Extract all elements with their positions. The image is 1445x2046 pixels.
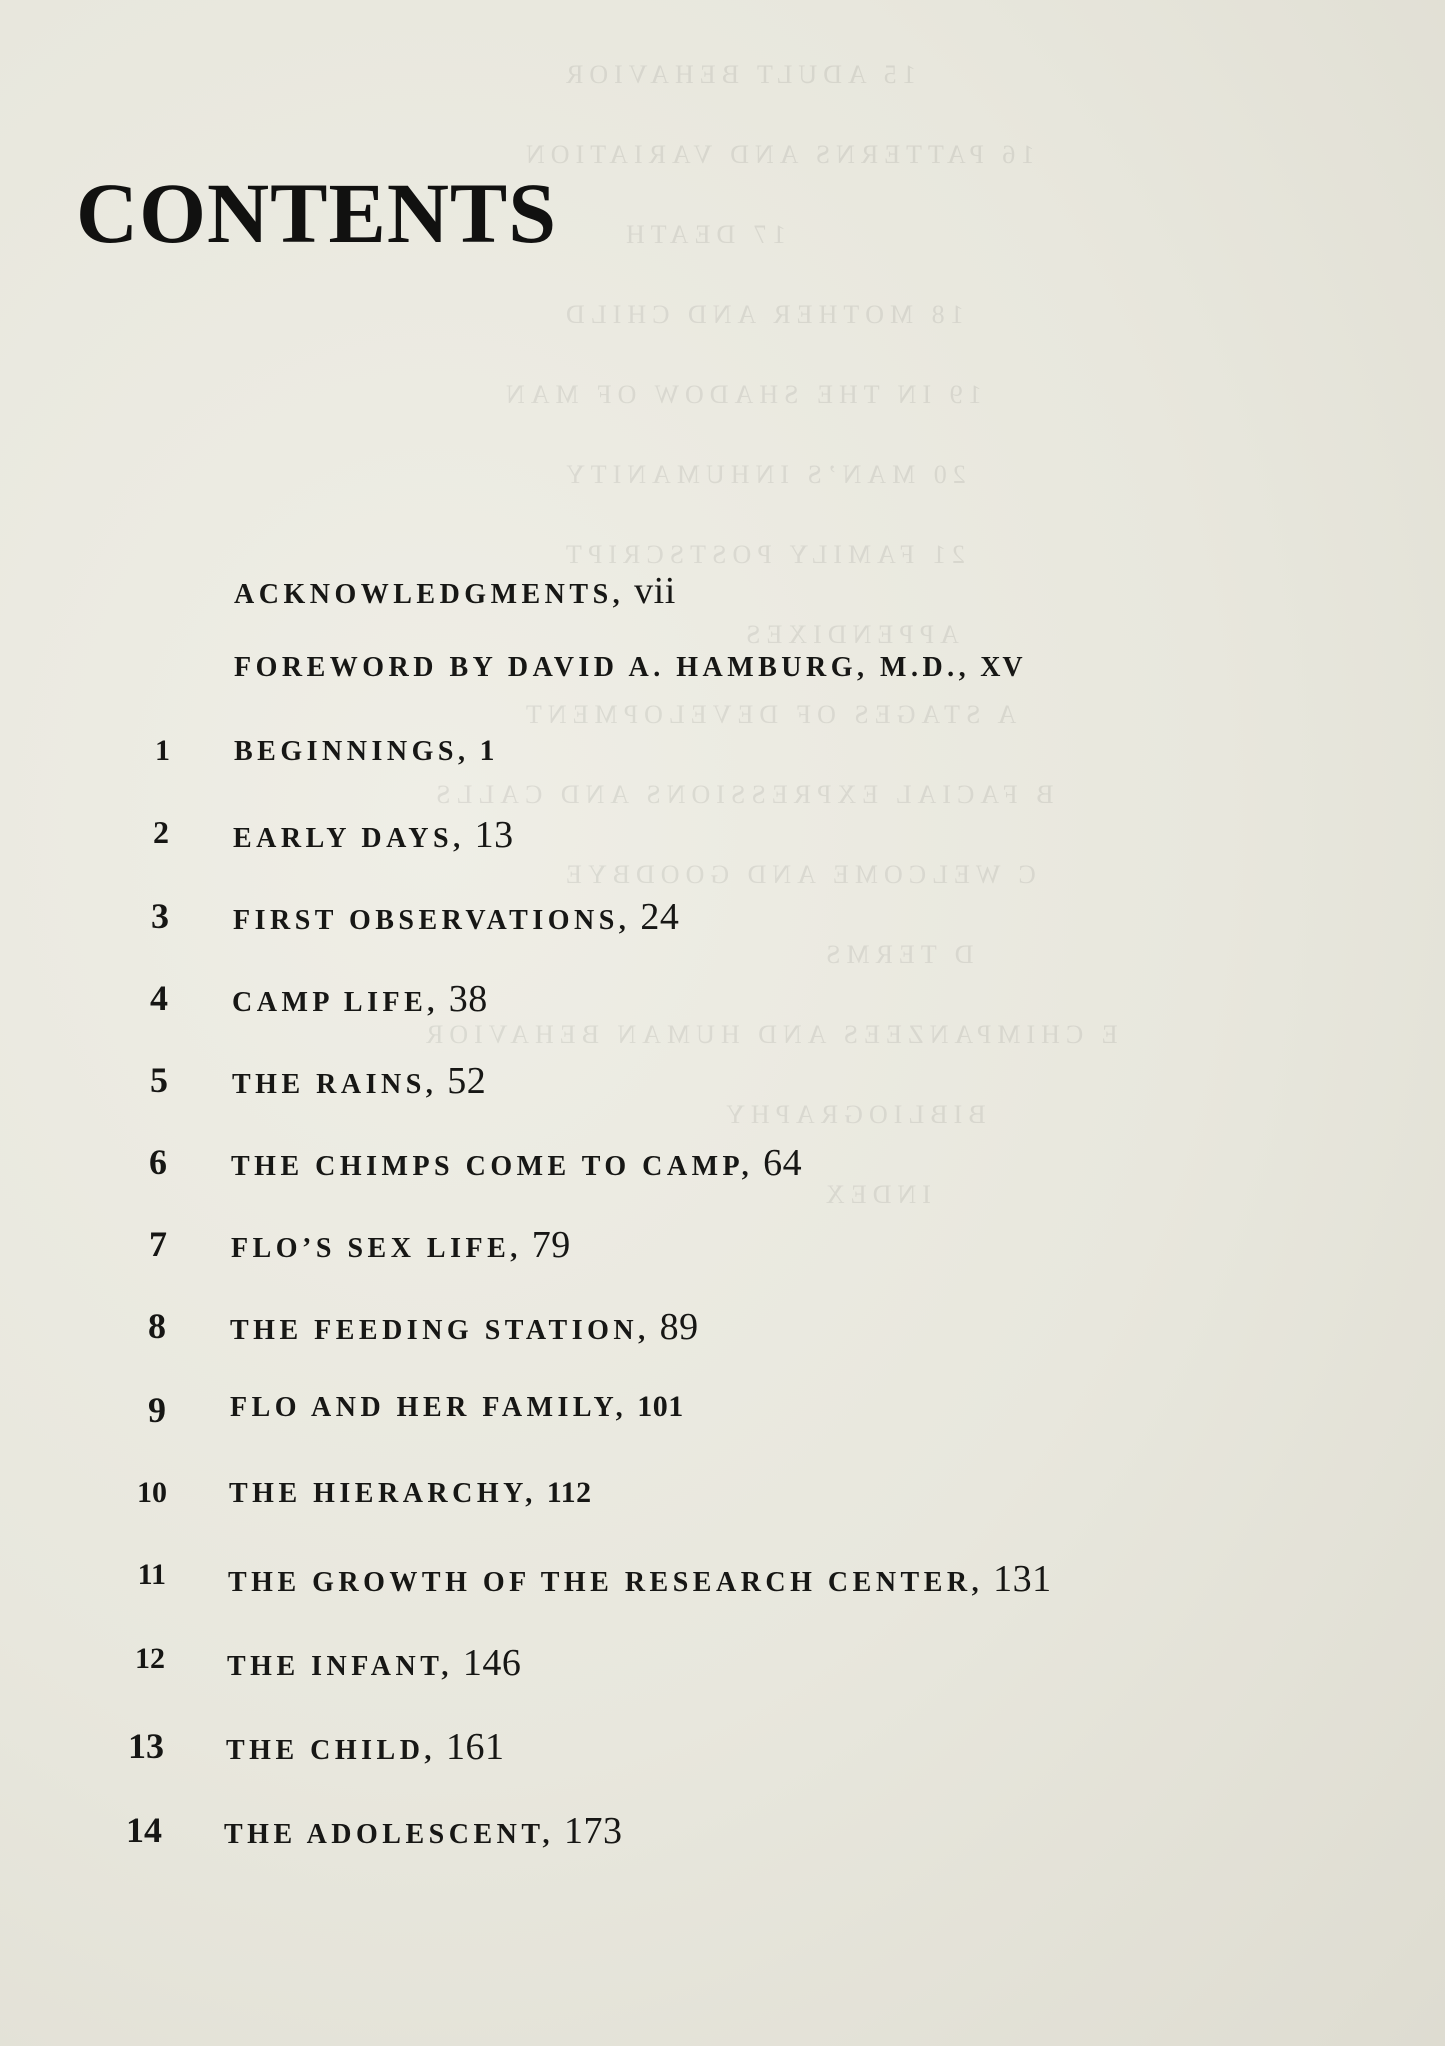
toc-entry-label: BEGINNINGS, [234, 736, 470, 767]
toc-entry-page: 79 [531, 1224, 571, 1266]
toc-entry-label: FLO AND HER FAMILY, [230, 1392, 628, 1423]
toc-entry-label: CAMP LIFE, [232, 987, 439, 1018]
toc-entry-label: ACKNOWLEDGMENTS, [234, 579, 625, 610]
toc-entry-label: THE FEEDING STATION, [230, 1315, 650, 1346]
toc-entry-number: 13 [128, 1726, 164, 1766]
toc-entry-chapter-12 [135, 1642, 522, 1684]
toc-entry-label: THE RAINS, [232, 1069, 438, 1100]
toc-entry-label: THE ADOLESCENT, [224, 1819, 554, 1850]
toc-entry-number: 8 [148, 1306, 166, 1346]
toc-entry-page: 24 [640, 896, 680, 938]
toc-entry-chapter-10 [137, 1476, 592, 1509]
toc-entry-page: 1 [479, 734, 495, 767]
show-through-text: 15 ADULT BEHAVIOR 16 PATTERNS AND VARIATION 17 DEATH 18 MOTHER AND CHILD 19 IN THE SHADOW OF MAN 20 MAN’S INHUMANITY 21 FAMILY POSTSCRIPT APPENDIXES A STAGES OF DEVELOPMENT B FACIAL EXPRESSIONS AND CALLS C WELCOME AND GOODBYE D TERMS E CHIMPANZEES AND HUMAN BEHAVIOR BIBLIOGRAPHY INDEX [420, 60, 1118, 1209]
toc-entry-number: 11 [137, 1558, 166, 1591]
toc-entry-chapter-2 [153, 814, 514, 856]
toc-entry-number: 6 [149, 1142, 167, 1182]
toc-entry-number: 4 [150, 978, 168, 1018]
toc-entry-page: XV [980, 652, 1025, 683]
toc-entry-page: 112 [546, 1476, 592, 1509]
toc-entry-number: 12 [135, 1642, 165, 1675]
toc-entry-page: 52 [447, 1060, 487, 1102]
toc-entry-number: 1 [155, 734, 170, 767]
toc-entry-chapter-13 [128, 1726, 505, 1768]
toc-entry-label: EARLY DAYS, [233, 823, 465, 854]
toc-entry-number: 3 [151, 896, 169, 936]
toc-entry-page: 131 [993, 1558, 1052, 1600]
toc-entry-label: THE HIERARCHY, [229, 1478, 537, 1509]
toc-entry-page: 38 [448, 978, 488, 1020]
toc-entry-label: THE GROWTH OF THE RESEARCH CENTER, [228, 1567, 984, 1598]
toc-entry-page: 89 [659, 1306, 699, 1348]
toc-entry-chapter-4 [150, 978, 488, 1020]
toc-entry-page: vii [634, 570, 676, 612]
toc-entry-label: FLO’S SEX LIFE, [231, 1233, 522, 1264]
toc-entry-page: 173 [563, 1810, 623, 1852]
toc-entry-label: FOREWORD BY DAVID A. HAMBURG, M.D., [234, 652, 971, 683]
toc-entry-chapter-11 [137, 1558, 1052, 1600]
toc-entry-chapter-14 [126, 1810, 623, 1852]
toc-entry-number: 5 [150, 1060, 168, 1100]
toc-entry-label: THE CHILD, [226, 1735, 436, 1766]
toc-entry-chapter-1 [155, 734, 495, 767]
toc-entry-page: 161 [445, 1726, 505, 1768]
toc-entry-page: 64 [763, 1142, 803, 1184]
toc-entry-acknowledgments [234, 572, 676, 610]
toc-entry-page: 146 [462, 1642, 522, 1684]
toc-entry-number: 9 [148, 1390, 166, 1430]
toc-entry-chapter-5 [150, 1060, 487, 1102]
toc-entry-chapter-6 [149, 1142, 803, 1184]
toc-entry-label: FIRST OBSERVATIONS, [233, 905, 631, 936]
toc-entry-number: 7 [149, 1224, 167, 1264]
toc-entry-chapter-9 [148, 1390, 684, 1430]
toc-entry-page: 13 [474, 814, 514, 856]
toc-entry-foreword [234, 654, 1025, 682]
toc-entry-label: THE CHIMPS COME TO CAMP, [231, 1151, 754, 1182]
toc-entry-chapter-7 [149, 1224, 571, 1266]
toc-entry-label: THE INFANT, [227, 1651, 453, 1682]
toc-entry-number: 2 [153, 814, 169, 850]
toc-entry-page: 101 [637, 1390, 684, 1423]
page-title: CONTENTS [76, 165, 558, 261]
toc-entry-chapter-3 [151, 896, 680, 938]
toc-entry-number: 10 [137, 1476, 167, 1509]
toc-entry-number: 14 [126, 1810, 162, 1850]
toc-entry-chapter-8 [148, 1306, 699, 1348]
